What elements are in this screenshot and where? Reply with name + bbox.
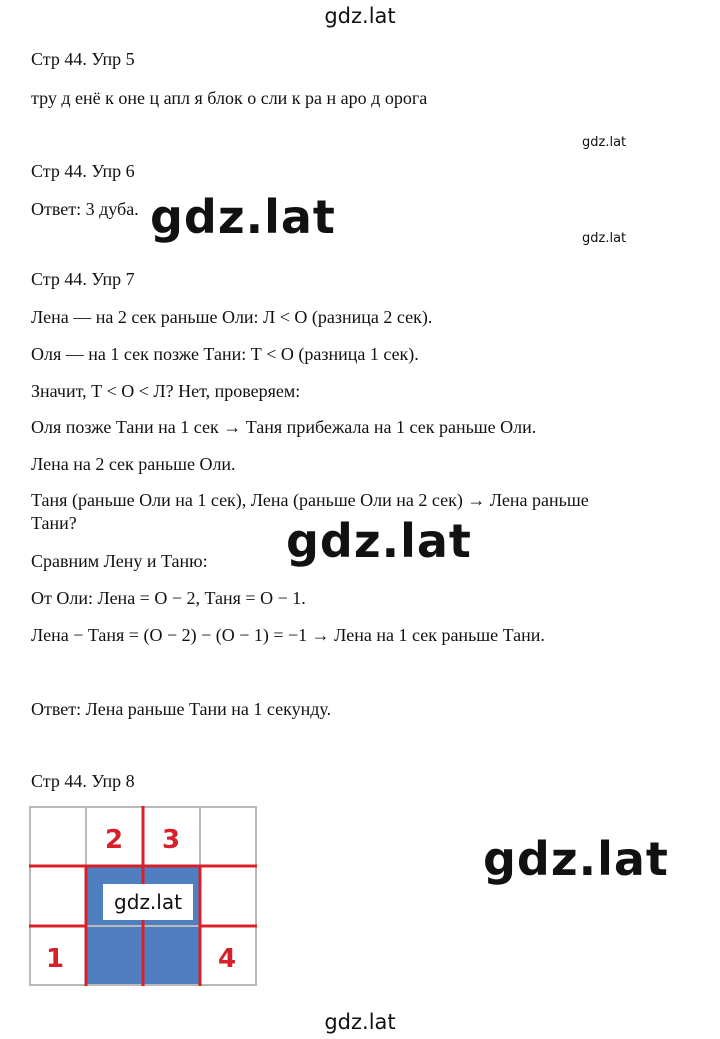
grid-number-1: 1: [45, 944, 65, 974]
watermark-big-3: gdz.lat: [483, 832, 669, 886]
watermark-small-2: gdz.lat: [582, 231, 627, 246]
watermark-top: gdz.lat: [324, 4, 396, 28]
ex7-line-5: Лена на 2 сек раньше Оли.: [31, 454, 236, 474]
ex5-text: тру д енё к оне ц апл я блок о сли к ра н аро д орога: [31, 88, 428, 108]
ex7-line-8: Сравним Лену и Таню:: [31, 551, 208, 571]
ex6-answer: Ответ: 3 дуба.: [31, 199, 139, 219]
ex7-line-2: Оля — на 1 сек позже Тани: Т < О (разница 1 сек).: [31, 344, 419, 364]
grid-number-4: 4: [217, 944, 237, 974]
ex7-line-10: Лена − Таня = (О − 2) − (О − 1) = −1 → Лена на 1 сек раньше Тани.: [31, 625, 545, 645]
ex7-line-6: Таня (раньше Оли на 1 сек), Лена (раньше Оли на 2 сек) → Лена раньше: [31, 490, 589, 510]
ex6-heading: Стр 44. Упр 6: [31, 161, 135, 181]
ex7-line-3: Значит, Т < О < Л? Нет, проверяем:: [31, 381, 301, 401]
watermark-bottom: gdz.lat: [324, 1010, 396, 1034]
ex8-heading: Стр 44. Упр 8: [31, 771, 135, 791]
ex7-line-1: Лена — на 2 сек раньше Оли: Л < О (разница 2 сек).: [31, 307, 433, 327]
ex7-line-4: Оля позже Тани на 1 сек → Таня прибежала на 1 сек раньше Оли.: [31, 417, 537, 437]
ex7-answer: Ответ: Лена раньше Тани на 1 секунду.: [31, 699, 332, 719]
watermark-big-1: gdz.lat: [150, 190, 336, 244]
watermark-grid-overlay: gdz.lat: [103, 884, 193, 920]
ex7-heading: Стр 44. Упр 7: [31, 269, 135, 289]
watermark-small-1: gdz.lat: [582, 135, 627, 150]
ex5-heading: Стр 44. Упр 5: [31, 49, 135, 69]
watermark-big-2: gdz.lat: [286, 514, 472, 568]
grid-number-2: 2: [104, 825, 124, 855]
grid-number-3: 3: [161, 825, 181, 855]
ex7-line-7: Тани?: [31, 513, 77, 533]
ex7-line-9: От Оли: Лена = О − 2, Таня = О − 1.: [31, 588, 306, 608]
